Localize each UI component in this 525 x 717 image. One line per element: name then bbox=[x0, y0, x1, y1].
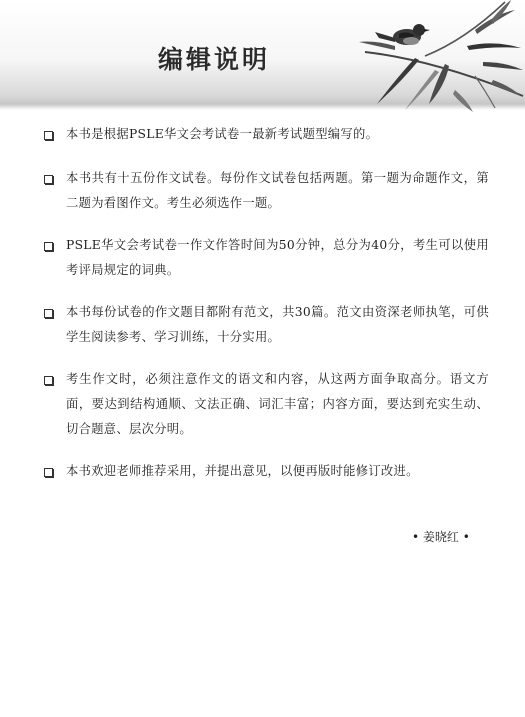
list-item bbox=[44, 166, 489, 216]
bamboo-leaf bbox=[359, 42, 395, 51]
bamboo-leaf bbox=[483, 62, 523, 70]
bird-on-bamboo-illustration bbox=[355, 0, 525, 112]
checkbox-bullet-icon bbox=[44, 468, 53, 477]
bamboo-leaf bbox=[453, 90, 473, 112]
list-item bbox=[44, 367, 489, 442]
bamboo-leaf bbox=[377, 58, 419, 104]
list-item-text: 本书欢迎老师推荐采用，并提出意见，以便再版时能修订改进。 bbox=[66, 464, 419, 478]
list-item bbox=[44, 233, 489, 283]
bamboo-leaf bbox=[467, 43, 521, 50]
notes-list bbox=[44, 122, 489, 501]
list-item-text: 本书是根据PSLE华文会考试卷一最新考试题型编写的。 bbox=[66, 127, 379, 141]
bird-tail bbox=[375, 32, 395, 42]
bird-head bbox=[413, 24, 425, 36]
page-title: 编辑说明 bbox=[158, 45, 271, 74]
bamboo-leaf bbox=[491, 80, 521, 96]
bird-beak bbox=[424, 29, 430, 32]
list-item bbox=[44, 122, 489, 147]
checkbox-bullet-icon bbox=[44, 376, 53, 385]
bird-belly bbox=[403, 37, 419, 45]
list-item bbox=[44, 300, 489, 350]
list-item-text: 本书共有十五份作文试卷。每份作文试卷包括两题。第一题为命题作文，第二题为看图作文。考生必须选作一题。 bbox=[66, 171, 489, 210]
checkbox-bullet-icon bbox=[44, 175, 53, 184]
checkbox-bullet-icon bbox=[44, 242, 53, 251]
author-signature: • 姜晓红 • bbox=[412, 530, 470, 544]
checkbox-bullet-icon bbox=[44, 131, 53, 140]
list-item-text: PSLE华文会考试卷一作文作答时间为50分钟，总分为40分，考生可以使用考评局规定的词典。 bbox=[66, 238, 489, 277]
list-item-text: 本书每份试卷的作文题目都附有范文，共30篇。范文由资深老师执笔，可供学生阅读参考、学习训练，十分实用。 bbox=[66, 305, 489, 344]
checkbox-bullet-icon bbox=[44, 309, 53, 318]
list-item-text: 考生作文时，必须注意作文的语文和内容，从这两方面争取高分。语文方面，要达到结构通顺、文法正确、词汇丰富；内容方面，要达到充实生动、切合题意、层次分明。 bbox=[66, 372, 489, 436]
bamboo-leaf bbox=[429, 64, 449, 104]
bamboo-stem bbox=[425, 2, 505, 56]
list-item bbox=[44, 459, 489, 484]
